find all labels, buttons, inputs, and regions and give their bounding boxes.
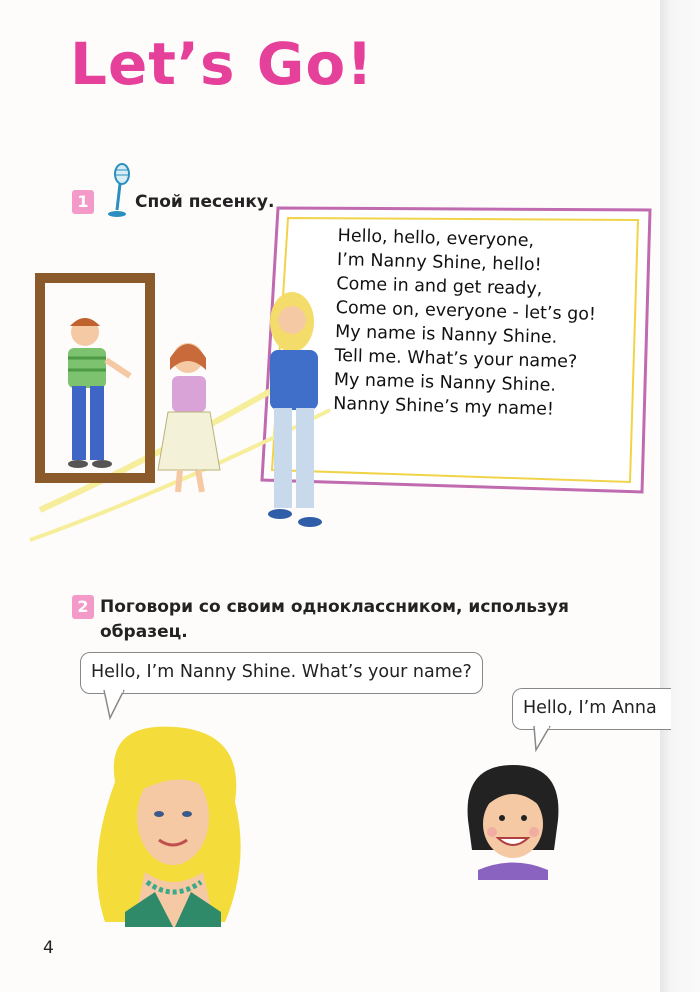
song-line: Come on, everyone - let’s go!	[335, 297, 597, 325]
song-line: Tell me. What’s your name?	[334, 345, 578, 373]
song-line: Nanny Shine’s my name!	[333, 393, 555, 420]
speech-bubble-nanny	[80, 652, 483, 694]
exercise-2-instruction-line2: образец.	[100, 622, 188, 642]
speech-bubble-anna	[512, 688, 671, 730]
page-edge	[660, 0, 700, 992]
anna-portrait	[458, 760, 568, 880]
microphone-icon	[100, 162, 140, 222]
exercise-2-instruction-line1: Поговори со своим одноклассником, используя	[100, 597, 569, 617]
song-line: My name is Nanny Shine.	[333, 369, 557, 396]
nanny-shine-portrait	[85, 722, 255, 932]
classroom-illustration	[30, 260, 350, 560]
speech-bubble-nanny-text: Hello, I’m Nanny Shine. What’s your name?	[91, 662, 472, 682]
song-lyrics	[333, 224, 598, 423]
song-line: Come in and get ready,	[336, 273, 543, 300]
song-line: My name is Nanny Shine.	[334, 321, 558, 348]
speech-bubble-tail	[530, 726, 560, 756]
song-line: I’m Nanny Shine, hello!	[336, 249, 542, 276]
speech-bubble-tail	[100, 690, 130, 720]
page-title: Let’s Go!	[70, 30, 374, 98]
exercise-1-badge: 1	[72, 190, 94, 214]
exercise-2-badge: 2	[72, 595, 94, 619]
speech-bubble-anna-text: Hello, I’m Anna	[523, 698, 657, 718]
page-number: 4	[43, 938, 54, 958]
exercise-1-instruction: Спой песенку.	[135, 192, 275, 212]
song-line: Hello, hello, everyone,	[337, 225, 535, 252]
